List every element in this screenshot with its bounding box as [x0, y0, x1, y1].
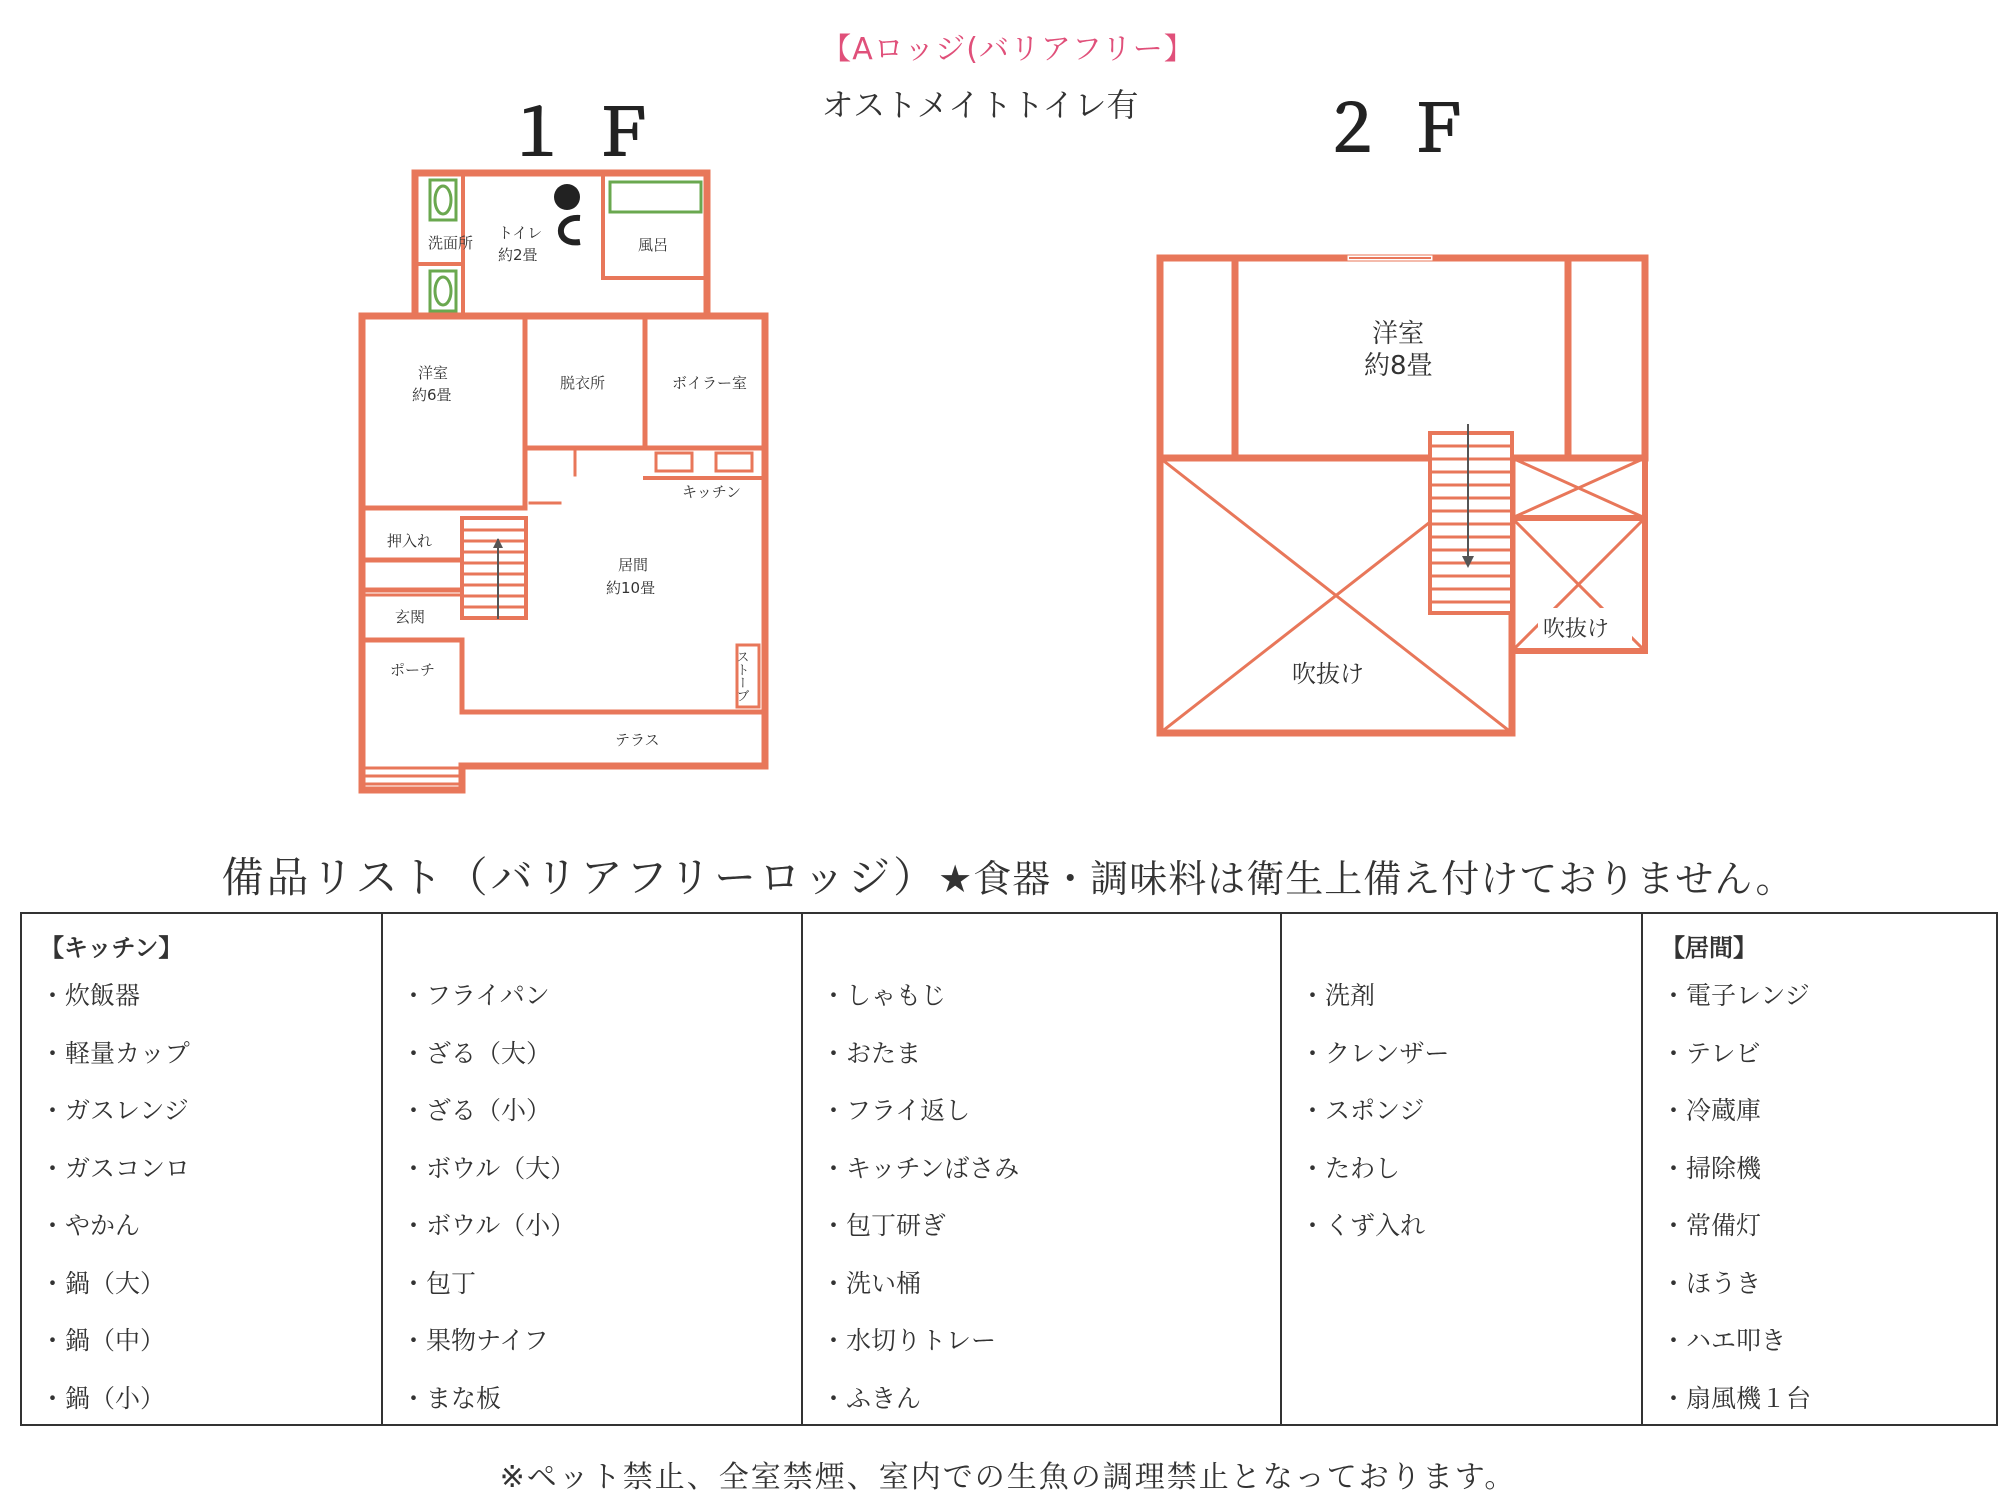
- list-item: ・ たわし: [1300, 1153, 1449, 1211]
- list-item: ・ まな板: [401, 1383, 575, 1441]
- list-item: ・ ざる（大）: [401, 1038, 575, 1096]
- label-washroom: 洗面所: [428, 234, 474, 252]
- list-item: ・ 包丁研ぎ: [821, 1210, 1019, 1268]
- list-item: ・ 洗い桶: [821, 1268, 1019, 1326]
- list-item: ・ おたま: [821, 1038, 1019, 1096]
- lodge-title: 【Aロッジ(バリアフリー】: [821, 32, 1195, 67]
- list-item: ・ やかん: [40, 1210, 190, 1268]
- label-western-room-1f-size: 約6畳: [412, 386, 452, 404]
- list-item: ・ 鍋（中）: [40, 1325, 190, 1383]
- list-item: ・ 掃除機: [1661, 1153, 1811, 1211]
- label-western-room-2f-size: 約8畳: [1364, 351, 1433, 381]
- subtitle-text: オストメイトトイレ有: [821, 86, 1139, 124]
- label-boiler-room: ボイラー室: [672, 374, 748, 392]
- list-item: ・ クレンザー: [1300, 1038, 1449, 1096]
- label-living-size: 約10畳: [606, 579, 656, 597]
- column-header: 【キッチン】: [40, 934, 183, 962]
- list-item: ・ ガスコンロ: [40, 1153, 190, 1211]
- list-item: ・ ふきん: [821, 1383, 1019, 1441]
- equipment-column-kitchen: [22, 914, 383, 1424]
- label-bath: 風呂: [638, 236, 669, 254]
- list-item: ・ ボウル（大）: [401, 1153, 575, 1211]
- list-item: ・ フライパン: [401, 980, 575, 1038]
- list-item: ・ 常備灯: [1661, 1210, 1811, 1268]
- list-item: ・ 扇風機１台: [1661, 1383, 1811, 1441]
- label-entrance: 玄関: [395, 608, 426, 626]
- list-item: ・ ざる（小）: [401, 1095, 575, 1153]
- list-item: ・ テレビ: [1661, 1038, 1811, 1096]
- list-item: ・ 包丁: [401, 1268, 575, 1326]
- rules-notice: ※ペット禁止、全室禁煙、室内での生魚の調理禁止となっております。: [499, 1460, 1517, 1495]
- list-item: ・ 炊飯器: [40, 980, 190, 1038]
- label-western-room-2f: 洋室: [1372, 319, 1425, 349]
- floor1-label: １Ｆ: [505, 97, 677, 171]
- list-item: ・ 鍋（小）: [40, 1383, 190, 1441]
- label-toilet-size: 約2畳: [498, 246, 538, 264]
- label-terrace: テラス: [615, 731, 660, 749]
- equipment-column-4: [1282, 914, 1643, 1424]
- list-item: ・ キッチンばさみ: [821, 1153, 1019, 1211]
- equipment-column-2: [383, 914, 803, 1424]
- list-item: ・ くず入れ: [1300, 1210, 1449, 1268]
- floor2-label: ２Ｆ: [1320, 93, 1492, 167]
- list-item: ・ 果物ナイフ: [401, 1325, 575, 1383]
- label-stove: ストーブ: [733, 650, 749, 702]
- equipment-column-3: [803, 914, 1282, 1424]
- list-item: ・ 冷蔵庫: [1661, 1095, 1811, 1153]
- list-item: ・ スポンジ: [1300, 1095, 1449, 1153]
- label-western-room-1f: 洋室: [418, 364, 449, 382]
- label-kitchen: キッチン: [682, 483, 741, 501]
- label-dressing-room: 脱衣所: [560, 374, 606, 392]
- equipment-title: 備品リスト（バリアフリーロッジ）: [221, 853, 939, 902]
- list-item: ・ 洗剤: [1300, 980, 1449, 1038]
- equipment-heading: [0, 845, 2016, 905]
- list-item: ・ ガスレンジ: [40, 1095, 190, 1153]
- list-item: ・ 軽量カップ: [40, 1038, 190, 1096]
- list-item: ・ 水切りトレー: [821, 1325, 1019, 1383]
- equipment-table: [20, 912, 1998, 1426]
- list-item: ・ 鍋（大）: [40, 1268, 190, 1326]
- list-item: ・ 電子レンジ: [1661, 980, 1811, 1038]
- list-item: ・ しゃもじ: [821, 980, 1019, 1038]
- label-closet: 押入れ: [387, 532, 433, 550]
- column-header: 【居間】: [1661, 934, 1757, 962]
- list-item: ・ フライ返し: [821, 1095, 1019, 1153]
- label-atrium-large: 吹抜け: [1292, 660, 1364, 688]
- list-item: ・ ハエ叩き: [1661, 1325, 1811, 1383]
- label-atrium-small: 吹抜け: [1543, 617, 1610, 642]
- list-item: ・ ほうき: [1661, 1268, 1811, 1326]
- equipment-column-living: [1643, 914, 1996, 1424]
- list-item: ・ ボウル（小）: [401, 1210, 575, 1268]
- equipment-note: ★食器・調味料は衛生上備え付けておりません。: [938, 857, 1795, 901]
- label-living: 居間: [618, 556, 649, 574]
- label-porch: ポーチ: [390, 661, 436, 679]
- label-toilet: トイレ: [498, 224, 543, 242]
